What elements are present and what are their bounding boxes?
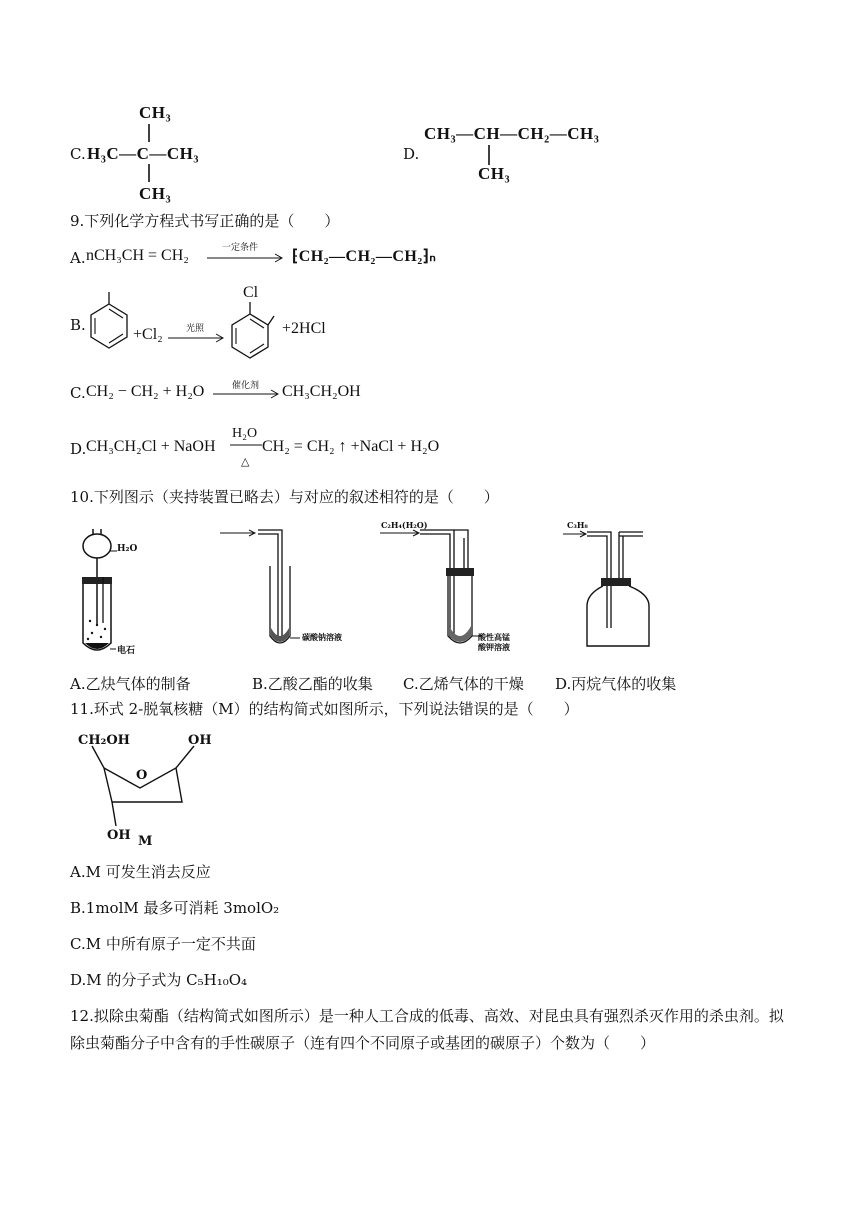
toluene-structure-icon: [85, 290, 131, 356]
q9-a-condition: 一定条件: [222, 243, 259, 253]
q9-b-arrow: [168, 332, 226, 344]
q11-option-b: B.1molM 最多可消耗 3molO₂: [70, 899, 280, 917]
q11-option-c: C.M 中所有原子一定不共面: [70, 935, 256, 953]
q9-option-a-label: A.: [70, 249, 86, 267]
q8-c-main-chain: H₃C—C—CH₃: [87, 144, 199, 163]
q9-d-condition-line: [230, 443, 264, 447]
q11-oh-right-label: OH: [188, 733, 212, 748]
q10-fig-c-solution-2: 酸钾溶液: [478, 642, 510, 652]
q11-ch2oh-label: CH₂OH: [78, 733, 130, 748]
q11-deoxyribose-structure: [70, 730, 230, 850]
q9-a-reactant: nCH₃CH = CH₂: [86, 247, 189, 264]
chlorotoluene-structure-icon: [226, 300, 276, 364]
q9-d-condition-top: H₂O: [232, 426, 258, 441]
q8-option-d-label: D.: [403, 145, 420, 163]
q8-c-bottom-ch3: CH₃: [139, 184, 172, 203]
q9-d-reactant: CH₃CH₂Cl + NaOH: [86, 438, 216, 455]
q10-fig-a-solid-label: 电石: [117, 646, 136, 656]
q10-fig-a-water-label: H₂O: [117, 544, 138, 554]
q8-d-branch-bond: [480, 143, 500, 167]
q9-d-product: CH₂ = CH₂ ↑ +NaCl + H₂O: [262, 438, 440, 455]
q9-b-product-tail: +2HCl: [282, 320, 326, 337]
q8-c-top-ch3: CH₃: [139, 103, 172, 122]
q10-option-b: B.乙酸乙酯的收集: [252, 675, 373, 693]
q9-option-b-label: B.: [70, 316, 86, 334]
q12-stem-line-1: 12.拟除虫菊酯（结构简式如图所示）是一种人工合成的低毒、高效、对昆虫具有强烈杀灭作用的杀虫剂。拟: [70, 1007, 784, 1025]
q10-fig-c-solution-1: 酸性高锰: [478, 632, 510, 642]
q8-option-c-label: C.: [70, 145, 86, 163]
q11-ring-oxygen-label: O: [136, 768, 148, 783]
q9-option-c-label: C.: [70, 384, 86, 402]
q9-b-condition: 光照: [186, 324, 205, 334]
q9-b-cl-label: Cl: [243, 284, 259, 301]
q10-option-a: A.乙炔气体的制备: [70, 675, 191, 693]
q10-fig-b-solution-label: 碳酸钠溶液: [302, 632, 342, 642]
q8-c-vertical-bonds: [140, 122, 160, 186]
q9-option-d-label: D.: [70, 440, 87, 458]
q11-option-d: D.M 的分子式为 C₅H₁₀O₄: [70, 971, 248, 989]
q9-c-product: CH₃CH₂OH: [282, 383, 361, 400]
q10-fig-d-gas-label: C₃H₈: [567, 520, 588, 530]
q9-stem: 9.下列化学方程式书写正确的是（ ）: [70, 212, 340, 230]
q10-figure-d-propane-collection: [563, 528, 653, 656]
q10-figure-c-ethylene-drying: [380, 528, 490, 656]
q8-d-main-chain: CH₃—CH—CH₂—CH₃: [424, 124, 600, 143]
q11-stem: 11.环式 2-脱氧核糖（M）的结构简式如图所示，下列说法错误的是（ ）: [70, 700, 579, 718]
q8-d-branch-ch3: CH₃: [478, 164, 511, 183]
q11-option-a: A.M 可发生消去反应: [70, 863, 211, 881]
q10-option-c: C.乙烯气体的干燥: [403, 675, 524, 693]
q11-molecule-label: M: [138, 834, 153, 849]
q10-option-d: D.丙烷气体的收集: [555, 675, 677, 693]
q10-stem: 10.下列图示（夹持装置已略去）与对应的叙述相符的是（ ）: [70, 488, 499, 506]
q11-oh-bottom-label: OH: [107, 828, 131, 843]
q10-fig-c-gas-label: C₂H₄(H₂O): [381, 520, 428, 530]
q9-b-plus-cl2: +Cl₂: [133, 326, 163, 343]
q9-c-condition: 催化剂: [232, 381, 260, 391]
q9-c-arrow: [213, 388, 281, 400]
q12-stem-line-2: 除虫菊酯分子中含有的手性碳原子（连有四个不同原子或基团的碳原子）个数为（ ）: [70, 1034, 656, 1052]
q9-d-condition-bottom: △: [241, 455, 250, 468]
q9-a-product: ⁅CH₂—CH₂—CH₂⁆ₙ: [292, 248, 437, 265]
q9-c-reactant: CH₂ − CH₂ + H₂O: [86, 383, 205, 400]
q9-a-arrow: [207, 252, 285, 264]
